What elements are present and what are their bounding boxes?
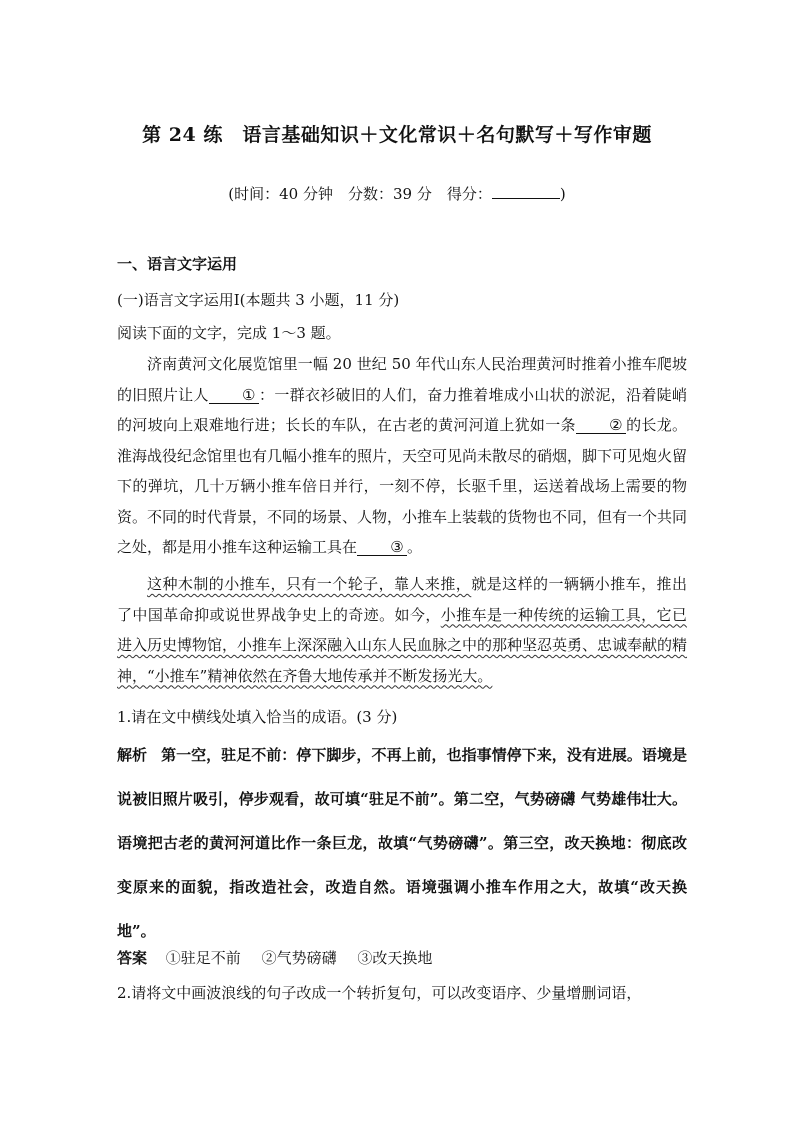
answer-item: ③改天换地 [357, 949, 433, 967]
passage-paragraph-2 [117, 569, 687, 691]
answer-item: ①驻足不前 [165, 949, 241, 967]
reading-instruction: 阅读下面的文字，完成 1～3 题。 [117, 324, 341, 342]
wavy-sentence-2: 小推车是一种传统的运输工具，它已进入历史博物馆，小推车上深深融入山东人民血脉之中的那种坚忍英勇、忠诚奉献的精神，“小推车”精神依然在齐鲁大地传承并不断发扬光大。 [117, 605, 688, 685]
blank-2[interactable]: ② [576, 417, 626, 434]
passage-text: 就是这样的一辆辆小推车，推出了中国革命抑或说世界战争史上的奇迹。如今， [117, 575, 687, 624]
passage-text: 济南黄河文化展览馆里一幅 20 世纪 50 年代山东人民治理黄河时推着小推车爬坡的旧照片让人 [117, 355, 687, 404]
question-1: 1.请在文中横线处填入恰当的成语。(3 分) [117, 708, 398, 726]
section-heading: 一、语言文字运用 [117, 255, 238, 273]
answer-label: 答案 [117, 949, 148, 967]
passage-text: 。 [407, 538, 423, 556]
score-blank[interactable] [492, 184, 560, 199]
analysis-label: 解析 [117, 746, 148, 764]
exam-meta [0, 183, 794, 204]
section-subheading: (一)语言文字运用Ⅰ(本题共 3 小题，11 分) [117, 291, 400, 309]
page-title: 第 24 练 语言基础知识＋文化常识＋名句默写＋写作审题 [142, 124, 652, 146]
passage-paragraph-1 [117, 349, 687, 563]
analysis-text: 第一空，驻足不前：停下脚步，不再上前，也指事情停下来，没有进展。语境是说被旧照片吸引，停步观看，故可填“驻足不前”。第二空，气势磅礴 气势雄伟壮大。语境把古老的黄河河道比作一条巨龙，故填“气势磅礴”。第三空，改天换地：彻底改变原来的面貌，指改造社会，改造自然。语境强调小推车作用之大，故填“改天换地”。 [117, 746, 687, 940]
blank-3[interactable]: ③ [357, 539, 407, 556]
passage-text: 的长龙。淮海战役纪念馆里也有几幅小推车的照片，天空可见尚未散尽的硝烟，脚下可见炮火留下的弹坑，几十万辆小推车倍日并行，一刻不停，长驱千里，运送着战场上需要的物资。不同的时代背景，不同的场景、人物，小推车上装载的货物也不同，但有一个共同之处，都是用小推车这种运输工具在 [117, 416, 688, 556]
exam-meta-suffix: ) [559, 185, 566, 203]
passage-text: ：一群衣衫破旧的人们，奋力推着堆成小山状的淤泥，沿着陡峭的河坡向上艰难地行进；长长的车队，在古老的黄河河道上犹如一条 [117, 385, 687, 434]
exam-meta-text: (时间：40 分钟 分数：39 分 得分： [228, 185, 492, 203]
blank-1[interactable]: ① [209, 387, 259, 404]
question-2: 2.请将文中画波浪线的句子改成一个转折复句，可以改变语序、少量增删词语， [117, 984, 642, 1002]
analysis-block [117, 733, 687, 953]
wavy-sentence-1: 这种木制的小推车，只有一个轮子，靠人来推， [147, 575, 472, 593]
answer-row [117, 947, 448, 968]
answer-item: ②气势磅礴 [261, 949, 337, 967]
